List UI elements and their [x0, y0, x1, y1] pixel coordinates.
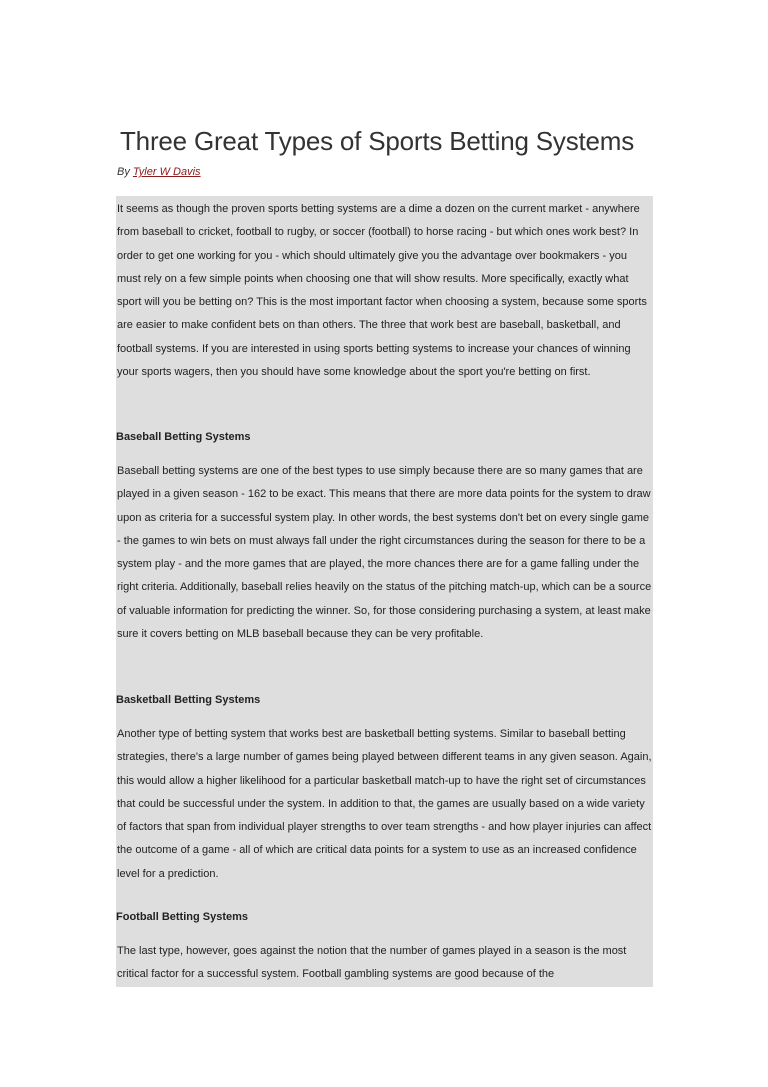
- byline: [117, 164, 201, 180]
- section-heading-basketball: Basketball Betting Systems: [116, 694, 261, 706]
- article-body: [116, 196, 653, 987]
- section-paragraph-basketball: Another type of betting system that works best are basketball betting systems. Similar to baseball betting strategies, there's a large number of games being played between different teams in any given season. Again, this would allow a higher likelihood for a particular basketball match-up to have the right set of circumstances that could be successful under the system. In addition to that, the games are usually based on a wide variety of factors that span from individual player strengths to over team strengths - and how player injuries can affect the outcome of a game - all of which are critical data points for a system to use as an increased confidence level for a prediction.: [117, 728, 652, 880]
- page-title: Three Great Types of Sports Betting Systems: [120, 126, 635, 156]
- section-paragraph-baseball: Baseball betting systems are one of the best types to use simply because there are so many games that are played in a given season - 162 to be exact. This means that there are more data points for the system to draw upon as criteria for a successful system play. In other words, the best systems don't bet on every single game - the games to win bets on must always fall under the right circumstances during the season for there to be a system play - and the more games that are played, the more chances there are for a game falling under the right criteria. Additionally, baseball relies heavily on the status of the pitching match-up, which can be a source of valuable information for predicting the winner. So, for those considering purchasing a system, at least make sure it covers betting on MLB baseball because they can be very profitable.: [117, 465, 652, 641]
- section-paragraph-football: The last type, however, goes against the notion that the number of games played in a season is the most critical factor for a successful system. Football gambling systems are good because of the: [117, 945, 627, 981]
- section-heading-baseball: Baseball Betting Systems: [116, 431, 251, 443]
- byline-prefix: By: [117, 166, 133, 178]
- intro-paragraph: It seems as though the proven sports betting systems are a dime a dozen on the current market - anywhere from baseball to cricket, football to rugby, or soccer (football) to horse racing - but which ones work best? In order to get one working for you - which should ultimately give you the advantage over bookmakers - you must rely on a few simple points when choosing one that will show results. More specifically, exactly what sport will you be betting on? This is the most important factor when choosing a system, because some sports are easier to make confident bets on than others. The three that work best are baseball, basketball, and football systems. If you are interested in using sports betting systems to increase your chances of winning your sports wagers, then you should have some knowledge about the sport you're betting on first.: [117, 203, 647, 379]
- section-heading-football: Football Betting Systems: [116, 911, 249, 923]
- author-link[interactable]: Tyler W Davis: [132, 166, 201, 178]
